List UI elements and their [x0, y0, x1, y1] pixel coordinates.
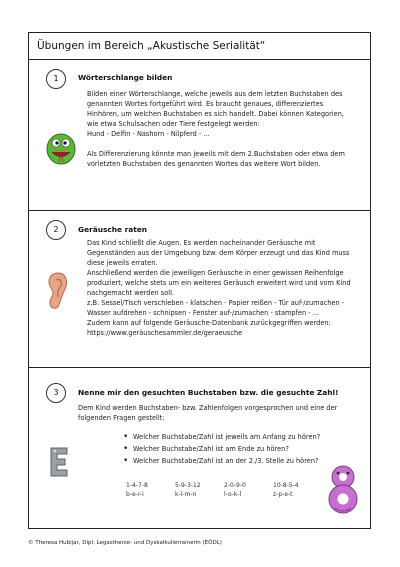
letter-e-icon	[49, 446, 69, 478]
bullet-item: • Welcher Buchstabe/Zahl ist an der 2./3. Stelle zu hören?	[123, 456, 363, 466]
sequence-numbers: 2-0-9-0	[224, 482, 246, 489]
section-find-letter	[29, 368, 370, 529]
paragraph: z.B. Sessel/Tisch verschieben - klatschen - Papier reißen - Tür auf-/zumachen - Wasser aufdrehen - schnipsen - Fenster auf-/zumachen - stampfen - ...	[87, 299, 345, 317]
snake-icon	[45, 132, 77, 166]
question-list	[123, 432, 363, 466]
sequence-letters: z-p-e-t	[273, 491, 293, 498]
bullet-item: • Welcher Buchstabe/Zahl ist jeweils am Anfang zu hören?	[123, 432, 363, 442]
section-number: 3	[46, 383, 66, 403]
worksheet-page	[28, 32, 371, 529]
ear-icon	[47, 271, 69, 311]
bullet-item: • Welcher Buchstabe/Zahl ist am Ende zu hören?	[123, 444, 363, 454]
sequence-group	[273, 481, 299, 499]
section-heading: Wörterschlange bilden	[78, 73, 173, 82]
section-guess-sounds	[29, 211, 370, 368]
number-eight-icon	[326, 463, 360, 515]
section-text	[87, 238, 359, 338]
sequence-letters: b-e-r-i	[126, 491, 144, 498]
sequence-group	[175, 481, 201, 499]
paragraph: Das Kind schließt die Augen. Es werden nacheinander Geräusche mit Gegenständen aus der Umgebung bzw. dem Körper erzeugt und das Kind muss diese jeweils erraten.	[87, 239, 350, 267]
section-heading: Nenne mir den gesuchten Buchstaben bzw. die gesuchte Zahl!	[78, 388, 339, 397]
paragraph: Bilden einer Wörterschlange, welche jeweils aus dem letzten Buchstaben des genannten Wortes fortgeführt wird. Es braucht genaues, differenziertes Hinhören, um welchen Buchstaben es sich handelt. Dabei können Kategorien, wie etwa Schulsachen oder Tiere festgelegt werden:	[87, 90, 344, 128]
section-word-snake	[29, 60, 370, 211]
example-line: Hund - Delfin - Nashorn - Nilpferd - ...	[87, 130, 210, 138]
sequence-numbers: 1-4-7-8	[126, 482, 148, 489]
section-number: 1	[46, 69, 66, 89]
sequence-group	[224, 481, 246, 499]
section-heading: Geräusche raten	[78, 225, 148, 234]
section-number: 2	[46, 220, 66, 240]
sequence-letters: l-o-k-l	[224, 491, 242, 498]
copyright-footer: © Theresa Hubijar, Dipl. Legasthenie- und Dyskalkulietrainerin (EÖDL)	[28, 540, 222, 546]
page-title: Übungen im Bereich „Akustische Serialität“	[29, 33, 370, 60]
paragraph: Als Differenzierung könnte man jeweils mit dem 2.Buchstaben oder etwa dem vorletzten Buchstaben des genannten Wortes das weitere Wort bilden.	[87, 150, 345, 168]
section-intro: Dem Kind werden Buchstaben- bzw. Zahlenfolgen vorgesprochen und eine der folgenden Fragen gestellt:	[78, 404, 338, 422]
paragraph: Zudem kann auf folgende Geräusche-Datenbank zurückgegriffen werden: https://www.geräuschesammler.de/geraeusche	[87, 319, 331, 337]
sequence-group	[126, 481, 148, 499]
sequence-numbers: 5-9-3-12	[175, 482, 201, 489]
paragraph: Anschließend werden die jeweiligen Geräusche in einer gewissen Reihenfolge produziert, welche stets um ein weiteres Geräusch erweitert wird und vom Kind nachgemacht werden soll.	[87, 269, 351, 297]
sequence-numbers: 10-8-5-4	[273, 482, 299, 489]
section-text	[87, 89, 357, 169]
sequence-letters: k-l-m-n	[175, 491, 197, 498]
